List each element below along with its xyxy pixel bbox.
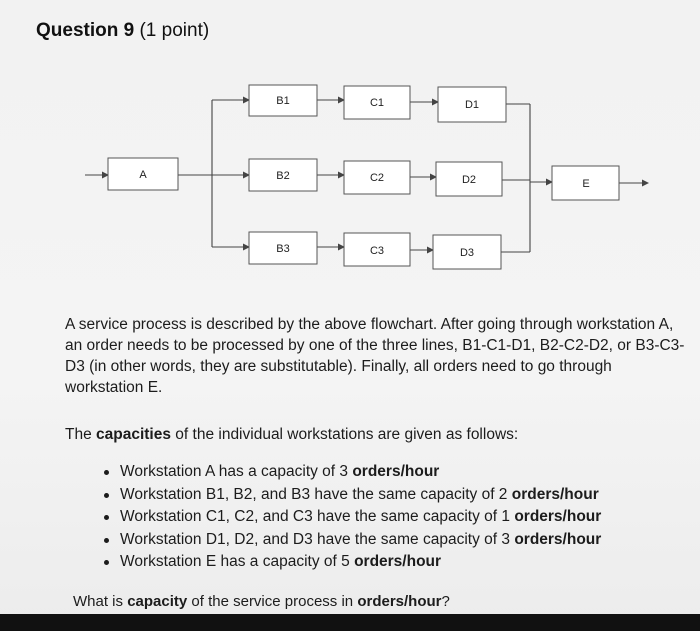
workstation-c2-label: C2 bbox=[369, 172, 385, 184]
workstation-d1-label: D1 bbox=[464, 99, 480, 111]
question-number: Question 9 bbox=[36, 20, 135, 41]
final-question-part1: What is bbox=[73, 593, 128, 610]
final-question-part2: of the service process in bbox=[187, 593, 358, 610]
capacity-item-d bbox=[102, 529, 601, 552]
workstation-b2-label: B2 bbox=[276, 170, 290, 182]
capacity-item-unit: orders/hour bbox=[514, 508, 602, 525]
final-question-bold1: capacity bbox=[127, 593, 188, 610]
workstation-c1-label: C1 bbox=[369, 97, 385, 109]
workstation-d3-label: D3 bbox=[459, 247, 475, 259]
workstation-e-label: E bbox=[582, 178, 590, 190]
workstation-b1-label: B1 bbox=[276, 95, 290, 107]
workstation-a bbox=[108, 158, 178, 190]
flowchart bbox=[0, 0, 700, 300]
process-description: A service process is described by the above flowchart. After going through workstation A, an order needs to be processed by one of the three lines, B1-C1-D1, B2-C2-D2, or B3-C3-D3 (in other words, they are substitutable). Finally, all orders need to go through workstation E. bbox=[65, 316, 685, 396]
workstation-e bbox=[552, 166, 619, 200]
question-points: (1 point) bbox=[139, 20, 210, 41]
capacities-intro-bold: capacities bbox=[96, 426, 171, 443]
workstation-d2-label: D2 bbox=[461, 174, 477, 186]
workstation-b2 bbox=[249, 159, 317, 191]
workstation-a-label: A bbox=[139, 169, 147, 181]
capacity-item-a bbox=[102, 461, 601, 484]
workstation-d2 bbox=[436, 162, 502, 196]
workstation-d3 bbox=[433, 235, 501, 269]
capacity-item-unit: orders/hour bbox=[514, 530, 602, 548]
workstation-c2 bbox=[344, 161, 410, 194]
capacity-item-text: Workstation A has a capacity of 3 bbox=[120, 463, 353, 480]
capacities-intro-suffix: of the individual workstations are given as follows: bbox=[170, 426, 519, 443]
workstation-c1 bbox=[344, 86, 410, 119]
capacity-item-unit: orders/hour bbox=[511, 485, 599, 503]
capacity-item-text: Workstation E has a capacity of 5 bbox=[120, 553, 355, 570]
workstation-b3-label: B3 bbox=[276, 243, 290, 255]
workstation-b1 bbox=[249, 85, 317, 116]
bottom-bar bbox=[0, 614, 700, 631]
capacities-intro-prefix: The bbox=[65, 426, 97, 443]
workstation-d1 bbox=[438, 87, 506, 122]
final-question-bold2: orders/hour bbox=[357, 593, 442, 610]
capacity-item-unit: orders/hour bbox=[352, 463, 440, 480]
capacity-item-c bbox=[102, 506, 601, 529]
capacity-item-text: Workstation C1, C2, and C3 have the same capacity of 1 bbox=[120, 508, 515, 525]
capacity-item-e bbox=[102, 551, 601, 574]
capacity-item-text: Workstation B1, B2, and B3 have the same capacity of 2 bbox=[120, 485, 512, 503]
final-question bbox=[73, 591, 450, 612]
workstation-c3 bbox=[344, 233, 410, 266]
capacity-item-text: Workstation D1, D2, and D3 have the same capacity of 3 bbox=[120, 530, 515, 548]
capacities-intro bbox=[65, 424, 685, 445]
capacity-item-unit: orders/hour bbox=[354, 553, 442, 570]
workstation-c3-label: C3 bbox=[369, 245, 385, 257]
capacity-item-b bbox=[102, 484, 601, 507]
workstation-b3 bbox=[249, 232, 317, 264]
capacity-list bbox=[102, 461, 601, 574]
final-question-part3: ? bbox=[441, 593, 450, 610]
